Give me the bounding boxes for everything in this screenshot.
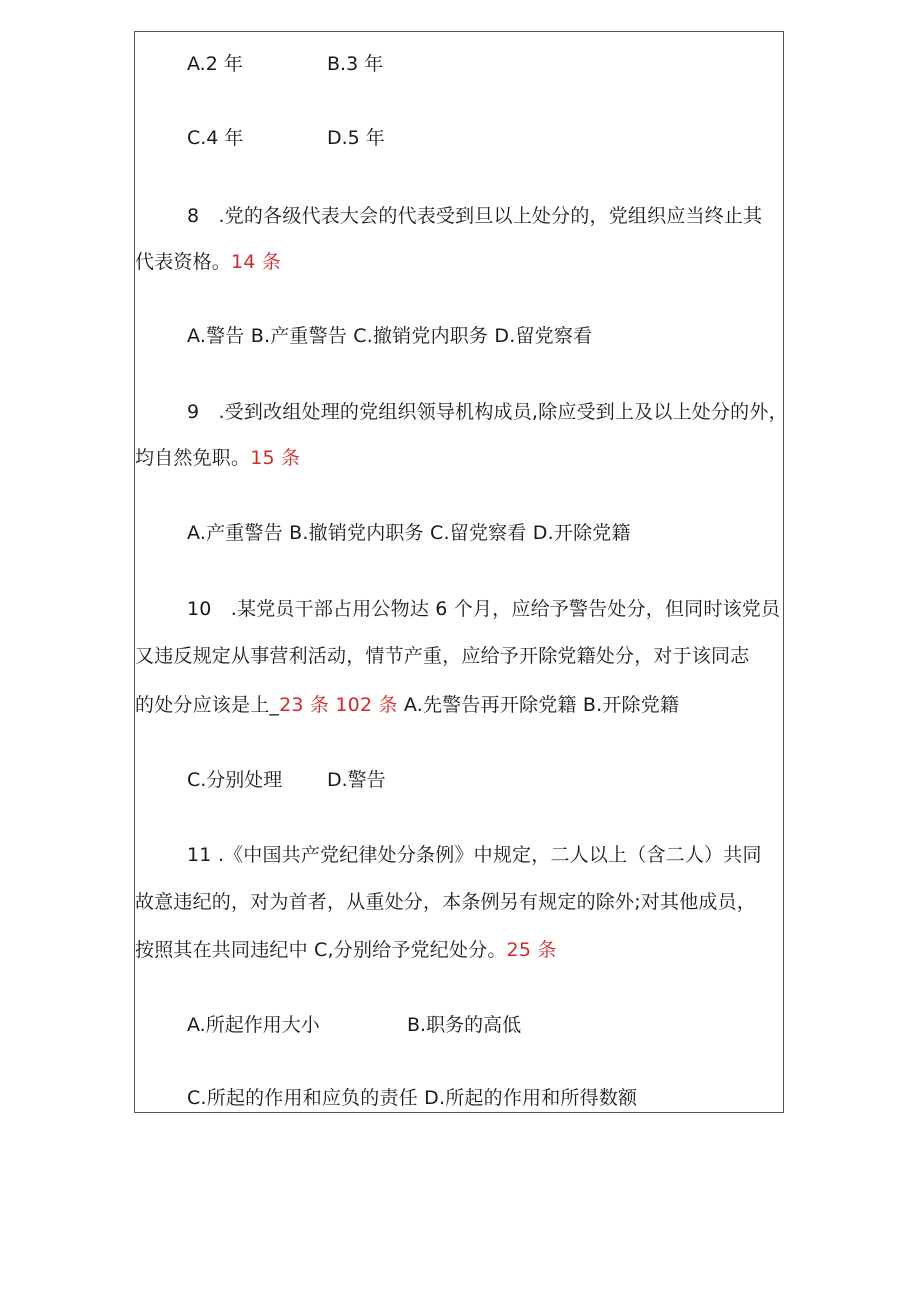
q10-option-d: D.警告 [327, 769, 386, 791]
q11-question-line-3 [135, 938, 557, 962]
q10-question-line-1: 10 .某党员干部占用公物达 6 个月，应给予警告处分，但同时该党员 [187, 598, 781, 620]
q10-article-reference: 23 条 102 条 [279, 694, 398, 716]
q9-article-reference: 15 条 [250, 447, 301, 469]
q9-question-line-1: 9 .受到改组处理的党组织领导机构成员,除应受到上及以上处分的外， [187, 401, 788, 423]
q10-question-line-3 [135, 693, 679, 717]
q11-question-line-1: 11 .《中国共产党纪律处分条例》中规定，二人以上（含二人）共同 [187, 844, 762, 866]
q11-option-a: A.所起作用大小 [187, 1014, 320, 1036]
q7-option-c: C.4 年 [187, 127, 244, 149]
q7-option-d: D.5 年 [327, 127, 385, 149]
q11-question-line-2: 故意违纪的，对为首者，从重处分，本条例另有规定的除外;对其他成员， [135, 891, 757, 913]
q9-question-text: 均自然免职。 [135, 447, 251, 469]
q8-question-line-2 [135, 250, 281, 274]
q10-options-ab: A.先警告再开除党籍 B.开除党籍 [397, 694, 680, 716]
q11-option-b: B.职务的高低 [407, 1014, 522, 1036]
q10-question-text: 的处分应该是上_ [135, 694, 280, 716]
q8-question-text: 代表资格。 [135, 251, 232, 273]
q11-article-reference: 25 条 [506, 939, 557, 961]
document-frame [134, 31, 788, 1113]
q7-option-a: A.2 年 [187, 53, 243, 75]
q8-options: A.警告 B.产重警告 C.撤销党内职务 D.留党察看 [187, 325, 593, 347]
q10-option-c: C.分别处理 [187, 769, 283, 791]
q8-question-line-1: 8 .党的各级代表大会的代表受到旦以上处分的，党组织应当终止其 [187, 205, 763, 227]
q8-article-reference: 14 条 [231, 251, 282, 273]
q10-question-line-2: 又违反规定从事营利活动，情节产重，应给予开除党籍处分，对于该同志 [135, 645, 750, 667]
q11-question-text: 按照其在共同违纪中 C,分别给予党纪处分。 [135, 939, 507, 961]
q9-options: A.产重警告 B.撤销党内职务 C.留党察看 D.开除党籍 [187, 522, 631, 544]
q11-options-cd: C.所起的作用和应负的责任 D.所起的作用和所得数额 [187, 1087, 638, 1109]
q7-option-b: B.3 年 [327, 53, 384, 75]
q9-question-line-2 [135, 446, 300, 470]
